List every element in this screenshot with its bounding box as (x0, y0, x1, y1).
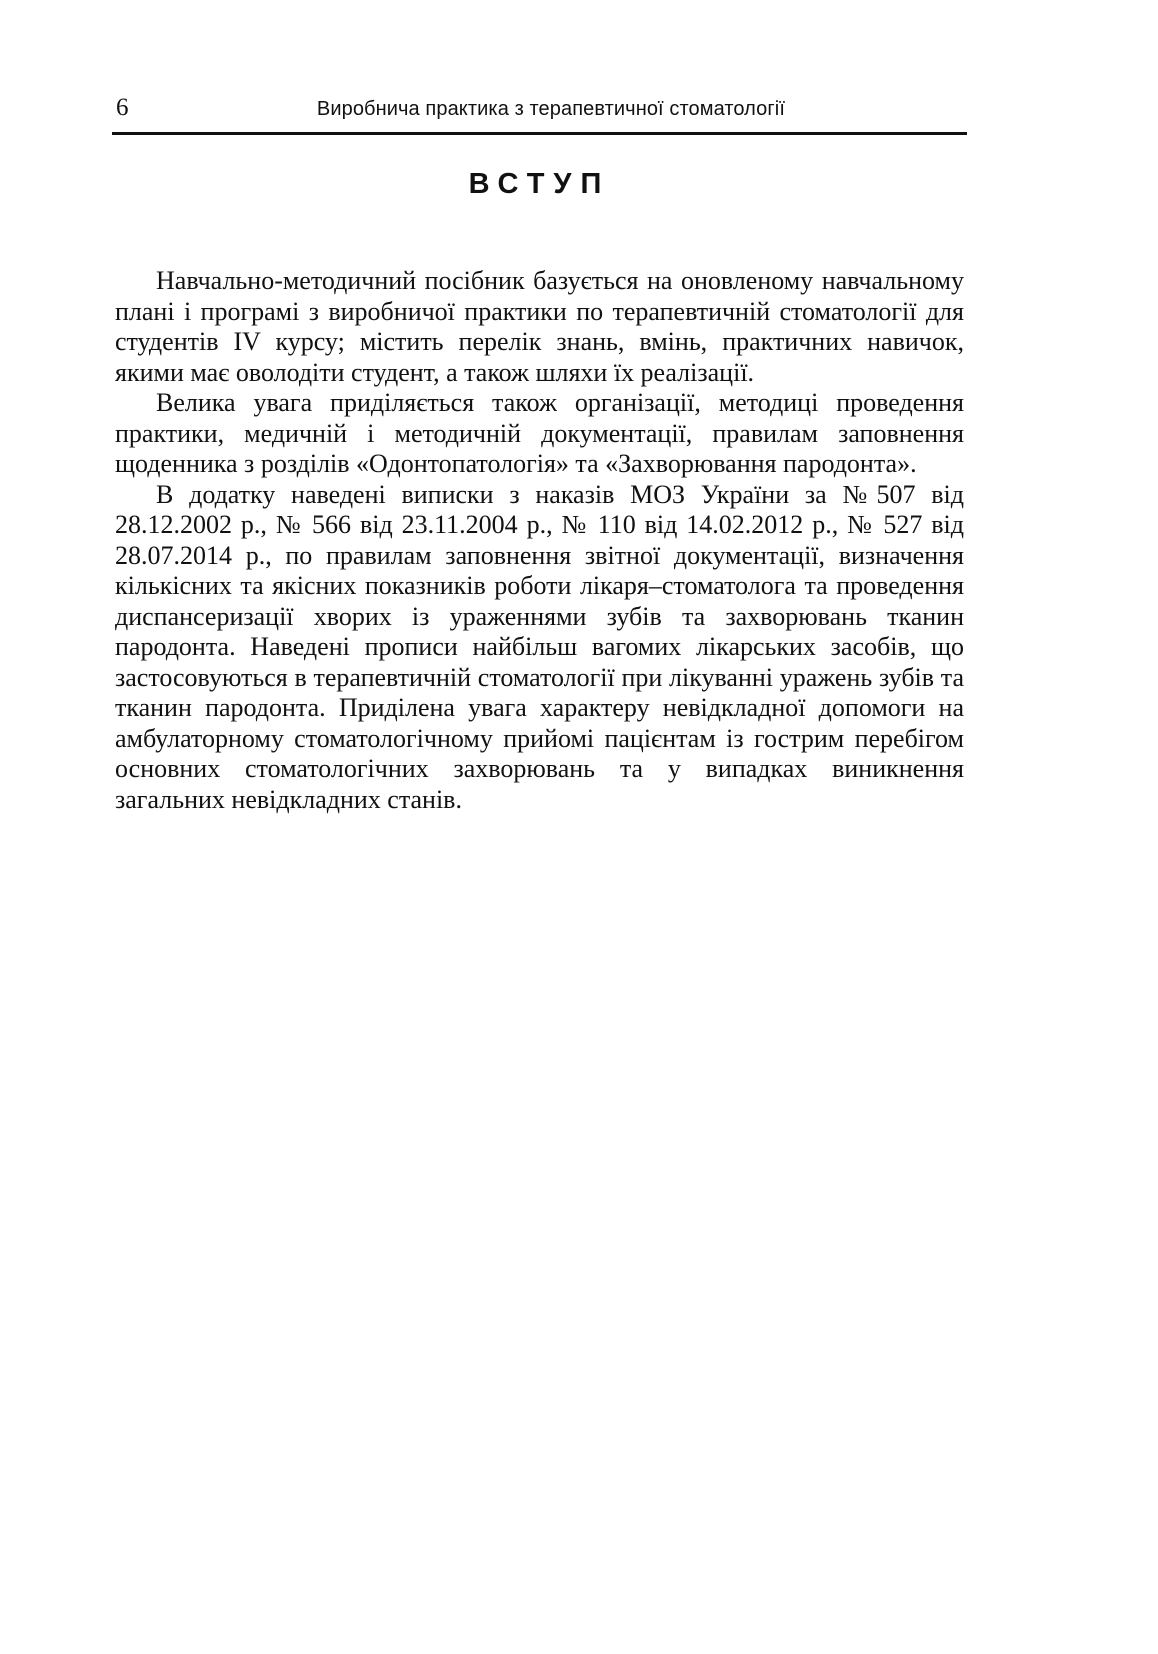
paragraph: Велика увага приділяється також організації, методиці проведення практики, медичній і методичній документації, правилам заповнення щоденника з розділів «Одонтопатологія» та «Захворювання пародонта». (115, 388, 964, 478)
running-title: Виробнича практика з терапевтичної стоматології (316, 98, 785, 120)
paragraph: В додатку наведені виписки з наказів МОЗ України за №507 від 28.12.2002 р., № 566 від 23.11.2004 р., № 110 від 14.02.2012 р., № 527 від 28.07.2014 р., по правилам заповнення звітної документації, визначення кількісних та якісних показників роботи лікаря–стоматолога та проведення диспансеризації хворих із ураженнями зубів та захворювань тканин пародонта. Наведені прописи найбільш вагомих лікарських засобів, що застосовуються в терапевтичній стоматології при лікуванні уражень зубів та тканин пародонта. Приділена увага характеру невідкладної допомоги на амбулаторному стоматологічному прийомі пацієнтам із гострим перебігом основних стоматологічних захворювань та у випадках виникнення загальних невідкладних станів. (115, 479, 964, 814)
running-header (112, 92, 967, 135)
page-number: 6 (116, 94, 129, 121)
body-text (115, 266, 964, 815)
section-title: ВСТУП (468, 168, 611, 200)
paragraph: Навчально-методичний посібник базується на оновленому навчальному плані і програмі з виробничої практики по терапевтичній стоматології для студентів IV курсу; містить перелік знань, вмінь, практичних навичок, якими має оволодіти студент, а також шляхи їх реалізації. (115, 266, 964, 387)
